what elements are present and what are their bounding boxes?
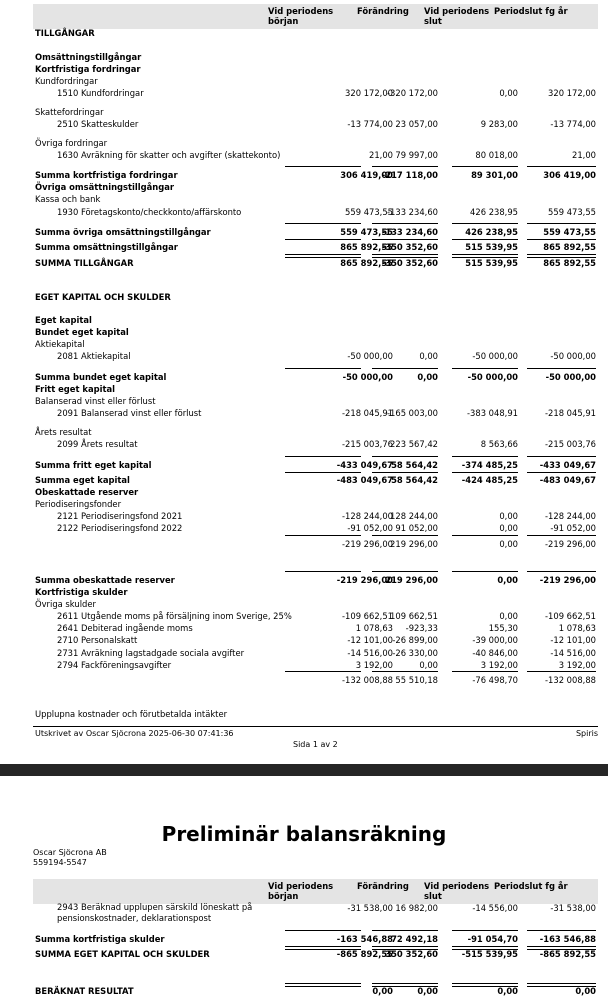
section-heading — [33, 63, 598, 75]
row-value: -12 101,00 — [347, 635, 393, 645]
row-value: -217 118,00 — [381, 170, 438, 180]
row-value: 350 352,60 — [385, 949, 438, 959]
row-value: 306 419,00 — [340, 170, 393, 180]
rule-line — [285, 368, 361, 369]
rule-line — [452, 472, 518, 473]
section-heading — [33, 181, 598, 193]
row-value: -865 892,55 — [336, 949, 393, 959]
page-separator — [0, 764, 608, 776]
row-value: -218 045,91 — [342, 408, 393, 418]
rule-line — [527, 930, 596, 931]
row-value: 3 192,00 — [480, 660, 518, 670]
row-label: Summa bundet eget kapital — [35, 372, 167, 382]
column-header-change: Förändring — [357, 6, 409, 16]
row-value: -215 003,76 — [342, 439, 393, 449]
rule-line — [285, 166, 361, 167]
row-value: 80 018,00 — [475, 150, 518, 160]
row-value: 0,00 — [419, 660, 438, 670]
rule-line — [285, 223, 361, 224]
row-value: 55 510,18 — [395, 675, 438, 685]
row-value: -133 234,60 — [381, 227, 438, 237]
row-value: -132 008,88 — [545, 675, 596, 685]
row-value: -91 052,00 — [347, 523, 393, 533]
row-value: -109 662,51 — [342, 611, 393, 621]
rule-line — [527, 571, 596, 572]
row-label: SUMMA TILLGÅNGAR — [35, 258, 134, 268]
row-value: 320 172,00 — [345, 88, 393, 98]
row-value: 0,00 — [499, 611, 518, 621]
row-value: -483 049,67 — [336, 475, 393, 485]
row-value: -218 045,91 — [545, 408, 596, 418]
row-value: -50 000,00 — [347, 351, 393, 361]
page2-column-header — [33, 879, 598, 904]
group-heading — [33, 106, 598, 118]
company-name: Oscar Sjöcrona AB — [33, 848, 107, 857]
sum-row — [33, 241, 598, 253]
rule-line — [372, 930, 438, 931]
row-value: -219 296,00 — [342, 539, 393, 549]
rule-line — [527, 456, 596, 457]
row-value: 58 564,42 — [391, 475, 438, 485]
rule-line — [285, 456, 361, 457]
row-label: 2611 Utgående moms på försäljning inom Sverige, 25% — [57, 611, 292, 621]
subtotal-row — [33, 674, 598, 686]
column-header-end: Vid periodens slut — [424, 881, 490, 901]
row-value: -13 774,00 — [550, 119, 596, 129]
rule-line — [285, 930, 361, 931]
row-label: 2121 Periodiseringsfond 2021 — [57, 511, 183, 521]
sum-row — [33, 169, 598, 181]
row-value: -50 000,00 — [545, 372, 596, 382]
row-value: 23 057,00 — [395, 119, 438, 129]
row-label: 2510 Skatteskulder — [57, 119, 139, 129]
row-value: -219 296,00 — [539, 575, 596, 585]
sum-row — [33, 371, 598, 383]
table-row — [33, 647, 598, 659]
table-row — [33, 206, 598, 218]
row-label: 2081 Aktiekapital — [57, 351, 131, 361]
row-value: -320 172,00 — [387, 88, 438, 98]
row-value: 0,00 — [417, 986, 438, 996]
rule-line — [527, 239, 596, 240]
row-value: -31 538,00 — [347, 903, 393, 913]
column-header-start: Vid periodens början — [268, 881, 334, 901]
row-value: 89 301,00 — [471, 170, 518, 180]
table-row — [33, 510, 598, 522]
row-value: -91 052,00 — [550, 523, 596, 533]
row-value: -76 498,70 — [472, 675, 518, 685]
section-heading — [33, 51, 598, 63]
rule-line — [372, 472, 438, 473]
row-value: -26 330,00 — [392, 648, 438, 658]
group-heading — [33, 498, 598, 510]
row-value: -865 892,55 — [539, 949, 596, 959]
group-heading — [33, 193, 598, 205]
sum-row — [33, 985, 598, 997]
row-value: -50 000,00 — [467, 372, 518, 382]
row-value: 865 892,55 — [543, 258, 596, 268]
row-label: SUMMA EGET KAPITAL OCH SKULDER — [35, 949, 210, 959]
row-label: Summa omsättningstillgångar — [35, 242, 178, 252]
group-heading — [33, 338, 598, 350]
row-value: 21,00 — [572, 150, 596, 160]
table-row — [33, 87, 598, 99]
rule-line — [527, 671, 596, 672]
row-value: 223 567,42 — [390, 439, 438, 449]
row-value: 128 244,00 — [390, 511, 438, 521]
row-label: 2122 Periodiseringsfond 2022 — [57, 523, 183, 533]
row-value: 865 892,55 — [340, 258, 393, 268]
row-value: -215 003,76 — [545, 439, 596, 449]
group-heading — [33, 75, 598, 87]
rule-line — [372, 223, 438, 224]
row-value: -14 516,00 — [347, 648, 393, 658]
row-value: -13 774,00 — [347, 119, 393, 129]
row-value: 559 473,55 — [340, 227, 393, 237]
row-label: Upplupna kostnader och förutbetalda intäkter — [35, 709, 228, 719]
row-value: 219 296,00 — [390, 539, 438, 549]
sum-row — [33, 226, 598, 238]
row-label: 2099 Årets resultat — [57, 439, 138, 449]
column-header-prev: Periodslut fg år — [494, 6, 568, 16]
rule-line — [527, 472, 596, 473]
row-value: -923,33 — [405, 623, 438, 633]
row-label: Balanserad vinst eller förlust — [35, 396, 156, 406]
row-label: Bundet eget kapital — [35, 327, 129, 337]
row-value: -50 000,00 — [550, 351, 596, 361]
row-label: Summa fritt eget kapital — [35, 460, 152, 470]
rule-line — [372, 671, 438, 672]
row-value: 109 662,51 — [390, 611, 438, 621]
row-value: 16 982,00 — [395, 903, 438, 913]
row-label: 2710 Personalskatt — [57, 635, 138, 645]
row-value: 306 419,00 — [543, 170, 596, 180]
rule-line — [452, 223, 518, 224]
print-footer: Utskrivet av Oscar Sjöcrona 2025-06-30 07:41:36 — [35, 729, 234, 738]
row-label: Kassa och bank — [35, 194, 101, 204]
row-value: -433 049,67 — [336, 460, 393, 470]
row-value: 3 192,00 — [558, 660, 596, 670]
row-value: -128 244,00 — [545, 511, 596, 521]
row-value: 0,00 — [497, 575, 518, 585]
row-value: -50 000,00 — [342, 372, 393, 382]
row-value: -219 296,00 — [336, 575, 393, 585]
table-row — [33, 610, 598, 622]
rule-line — [452, 456, 518, 457]
table-row — [33, 350, 598, 362]
column-header-start: Vid periodens början — [268, 6, 334, 26]
group-heading — [33, 598, 598, 610]
row-value: -12 101,00 — [550, 635, 596, 645]
rule-line — [285, 535, 361, 536]
row-label: 1510 Kundfordringar — [57, 88, 144, 98]
rule-line — [527, 223, 596, 224]
org-number: 559194-5547 — [33, 858, 87, 867]
row-label: 1930 Företagskonto/checkkonto/affärskonto — [57, 207, 242, 217]
rule-line — [452, 535, 518, 536]
row-label: Obeskattade reserver — [35, 487, 139, 497]
row-label: Övriga skulder — [35, 599, 96, 609]
rule-line — [452, 571, 518, 572]
row-value: 0,00 — [575, 986, 596, 996]
row-label: EGET KAPITAL OCH SKULDER — [35, 292, 171, 302]
row-value: 865 892,55 — [543, 242, 596, 252]
section-heading — [33, 486, 598, 498]
table-row — [33, 149, 598, 161]
table-row — [33, 438, 598, 450]
row-value: 3 192,00 — [355, 660, 393, 670]
rule-line — [527, 535, 596, 536]
table-row — [33, 522, 598, 534]
row-value: 559 473,55 — [548, 207, 596, 217]
column-header-change: Förändring — [357, 881, 409, 891]
row-value: 155,30 — [488, 623, 518, 633]
row-value: -14 556,00 — [472, 903, 518, 913]
group-heading — [33, 137, 598, 149]
row-value: -163 546,88 — [336, 934, 393, 944]
row-value: -26 899,00 — [392, 635, 438, 645]
subtotal-row — [33, 538, 598, 550]
row-label: 2794 Fackföreningsavgifter — [57, 660, 172, 670]
table-row — [33, 407, 598, 419]
row-value: -39 000,00 — [472, 635, 518, 645]
rule-line — [372, 239, 438, 240]
rule-line — [285, 472, 361, 473]
column-header-prev: Periodslut fg år — [494, 881, 568, 891]
row-label: Summa övriga omsättningstillgångar — [35, 227, 211, 237]
row-value: 219 296,00 — [385, 575, 438, 585]
row-value: -515 539,95 — [461, 949, 518, 959]
sum-row — [33, 459, 598, 471]
row-label: 1630 Avräkning för skatter och avgifter (skattekonto) — [57, 150, 281, 160]
row-value: -483 049,67 — [539, 475, 596, 485]
row-label: 2091 Balanserad vinst eller förlust — [57, 408, 202, 418]
row-value: 320 172,00 — [548, 88, 596, 98]
rule-line — [527, 368, 596, 369]
row-value: 0,00 — [419, 351, 438, 361]
rule-line — [285, 571, 361, 572]
section-heading — [33, 586, 598, 598]
row-value: 0,00 — [499, 539, 518, 549]
row-value: -424 485,25 — [461, 475, 518, 485]
group-heading — [33, 426, 598, 438]
rule-line — [452, 671, 518, 672]
row-value: -163 546,88 — [539, 934, 596, 944]
table-row — [33, 902, 598, 926]
row-label: Fritt eget kapital — [35, 384, 115, 394]
row-value: -109 662,51 — [545, 611, 596, 621]
section-heading — [33, 326, 598, 338]
row-label: Periodiseringsfonder — [35, 499, 122, 509]
page-title: Preliminär balansräkning — [161, 822, 447, 846]
row-label: Skattefordringar — [35, 107, 104, 117]
row-value: 1 078,63 — [558, 623, 596, 633]
section-heading — [33, 314, 598, 326]
row-value: -40 846,00 — [472, 648, 518, 658]
row-value: 559 473,55 — [543, 227, 596, 237]
row-label: Aktiekapital — [35, 339, 85, 349]
rule-line — [372, 166, 438, 167]
rule-line — [527, 166, 596, 167]
row-value: 0,00 — [497, 986, 518, 996]
rule-line — [452, 930, 518, 931]
row-label: Kortfristiga fordringar — [35, 64, 141, 74]
row-value: -433 049,67 — [539, 460, 596, 470]
row-value: 559 473,55 — [345, 207, 393, 217]
row-label: Summa obeskattade reserver — [35, 575, 175, 585]
sum-row — [33, 474, 598, 486]
row-value: 426 238,95 — [470, 207, 518, 217]
row-label: Årets resultat — [35, 427, 92, 437]
row-label: Summa eget kapital — [35, 475, 130, 485]
table-row — [33, 634, 598, 646]
sum-row — [33, 948, 598, 960]
rule-line — [285, 671, 361, 672]
row-label: Omsättningstillgångar — [35, 52, 142, 62]
row-value: -14 516,00 — [550, 648, 596, 658]
row-value: -165 003,00 — [387, 408, 438, 418]
row-label: Eget kapital — [35, 315, 92, 325]
row-value: 0,00 — [499, 511, 518, 521]
row-label: 2943 Beräknad upplupen särskild löneskatt på pensionskostnader, deklarationspost — [57, 902, 253, 923]
row-label: Summa kortfristiga skulder — [35, 934, 165, 944]
footer-rule — [33, 726, 598, 727]
row-value: -383 048,91 — [467, 408, 518, 418]
rule-line — [372, 456, 438, 457]
row-value: -219 296,00 — [545, 539, 596, 549]
row-value: -374 485,25 — [461, 460, 518, 470]
row-value: -133 234,60 — [387, 207, 438, 217]
row-value: 865 892,55 — [340, 242, 393, 252]
row-label: TILLGÅNGAR — [35, 28, 95, 38]
row-label: Summa kortfristiga fordringar — [35, 170, 178, 180]
row-value: -128 244,00 — [342, 511, 393, 521]
sum-row — [33, 257, 598, 269]
sum-row — [33, 933, 598, 945]
row-label: Kortfristiga skulder — [35, 587, 128, 597]
row-label: Kundfordringar — [35, 76, 98, 86]
section-heading — [33, 383, 598, 395]
rule-line — [452, 166, 518, 167]
rule-line — [452, 239, 518, 240]
row-value: 0,00 — [499, 88, 518, 98]
column-header-end: Vid periodens slut — [424, 6, 490, 26]
row-value: 426 238,95 — [465, 227, 518, 237]
table-row — [33, 659, 598, 671]
rule-line — [372, 368, 438, 369]
row-label: 2641 Debiterad ingående moms — [57, 623, 193, 633]
row-value: -91 054,70 — [467, 934, 518, 944]
row-value: -31 538,00 — [550, 903, 596, 913]
table-row — [33, 118, 598, 130]
row-value: 515 539,95 — [465, 242, 518, 252]
page1-column-header — [33, 4, 598, 29]
sum-row — [33, 574, 598, 586]
row-value: 58 564,42 — [391, 460, 438, 470]
row-label: 2731 Avräkning lagstadgade sociala avgifter — [57, 648, 245, 658]
row-value: 0,00 — [499, 523, 518, 533]
rule-line — [452, 368, 518, 369]
row-value: -350 352,60 — [381, 258, 438, 268]
row-label: Övriga omsättningstillgångar — [35, 182, 175, 192]
rule-line — [372, 571, 438, 572]
row-value: 0,00 — [372, 986, 393, 996]
section-heading — [33, 291, 598, 303]
group-heading — [33, 395, 598, 407]
row-value: -132 008,88 — [342, 675, 393, 685]
table-row — [33, 622, 598, 634]
row-value: 21,00 — [369, 150, 393, 160]
row-value: -50 000,00 — [472, 351, 518, 361]
row-value: 8 563,66 — [480, 439, 518, 449]
footer-brand: Spiris — [575, 729, 598, 738]
row-value: 72 492,18 — [391, 934, 438, 944]
row-label: Övriga fordringar — [35, 138, 108, 148]
row-value: 9 283,00 — [480, 119, 518, 129]
rule-line — [372, 535, 438, 536]
row-value: 91 052,00 — [395, 523, 438, 533]
group-heading — [33, 708, 598, 720]
rule-line — [285, 239, 361, 240]
row-value: 0,00 — [417, 372, 438, 382]
page-number: Sida 1 av 2 — [293, 740, 338, 749]
row-value: 515 539,95 — [465, 258, 518, 268]
row-label: BERÄKNAT RESULTAT — [35, 986, 134, 996]
row-value: 1 078,63 — [355, 623, 393, 633]
row-value: 79 997,00 — [395, 150, 438, 160]
section-heading — [33, 27, 598, 39]
row-value: -350 352,60 — [381, 242, 438, 252]
